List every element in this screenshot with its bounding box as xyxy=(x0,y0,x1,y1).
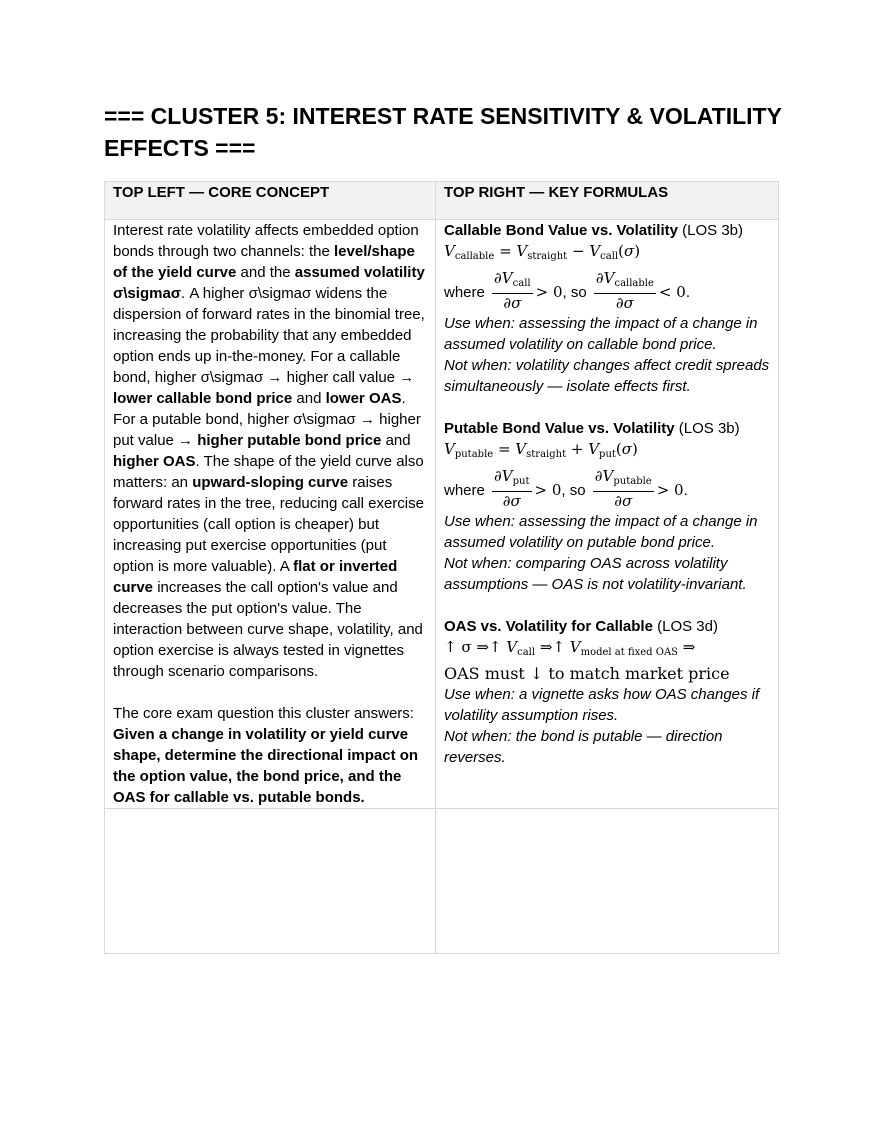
text-run: . For a putable bond, higher σ\sigmaσ → higher put value → xyxy=(113,390,421,449)
header-row xyxy=(105,182,779,220)
bottom-right-cell xyxy=(436,809,779,954)
callable-heading: Callable Bond Value vs. Volatility xyxy=(444,222,678,239)
text-run: Interest rate volatility affects embedded option bonds through two channels: the xyxy=(113,222,419,260)
concept-formula-table xyxy=(104,181,779,954)
text-run: Given a change in volatility or yield curve shape, determine the directional impact on the option value, the bond price, and the OAS for callable vs. putable bonds. xyxy=(113,726,419,806)
callable-derivative-condition: where $\frac{\partial V_{call}}{\partial\sigma}$ > 0, so $\frac{\partial V_{callable}}{\partial\sigma}$ < 0. xyxy=(444,269,690,312)
callable-los: (LOS 3b) xyxy=(677,222,743,239)
putable-use-when: Use when: assessing the impact of a change in assumed volatility on putable bond price. xyxy=(444,513,758,551)
callable-formula-block xyxy=(444,220,770,397)
oas-los: (LOS 3d) xyxy=(652,618,718,635)
putable-not-when: Not when: comparing OAS across volatility assumptions — OAS is not volatility-invariant. xyxy=(444,555,747,593)
putable-value-equation: $V_{putable} = V_{straight} + V_{put}(\sigma)$ xyxy=(444,440,638,460)
header-core-concept: TOP LEFT — CORE CONCEPT xyxy=(105,182,436,220)
text-run: . A higher σ\sigmaσ widens the dispersion of forward rates in the binomial tree, increasing the probability that any embedded option ends up in-the-money. For a callable bond, higher σ\sigmaσ → higher call value → xyxy=(113,285,425,386)
putable-formula-block xyxy=(444,418,770,595)
text-run: and xyxy=(292,390,326,407)
text-run: lower OAS xyxy=(325,390,402,407)
page-title: === CLUSTER 5: INTEREST RATE SENSITIVITY & VOLATILITY EFFECTS === xyxy=(104,103,782,161)
callable-not-when: Not when: volatility changes affect credit spreads simultaneously — isolate effects first. xyxy=(444,357,770,395)
text-run: upward-sloping curve xyxy=(192,474,349,491)
text-run: assumed volatility σ\sigmaσ xyxy=(113,264,425,302)
text-run: level/shape of the yield curve xyxy=(113,243,415,281)
core-concept-paragraph xyxy=(113,220,427,682)
key-formulas-cell xyxy=(436,220,779,809)
oas-not-when: Not when: the bond is putable — direction reverses. xyxy=(444,728,723,766)
oas-formula-block xyxy=(444,616,770,768)
content-row xyxy=(105,220,779,809)
text-run: The core exam question this cluster answers: xyxy=(113,705,414,722)
callable-use-when: Use when: assessing the impact of a change in assumed volatility on callable bond price. xyxy=(444,315,758,353)
text-run: flat or inverted curve xyxy=(113,558,398,596)
putable-derivative-condition: where $\frac{\partial V_{put}}{\partial\sigma}$ > 0, so $\frac{\partial V_{putable}}{\partial\sigma}$ > 0. xyxy=(444,467,688,510)
text-run: and the xyxy=(236,264,295,281)
core-concept-cell xyxy=(105,220,436,809)
oas-heading: OAS vs. Volatility for Callable xyxy=(444,618,653,635)
header-key-formulas: TOP RIGHT — KEY FORMULAS xyxy=(436,182,779,220)
text-run: higher putable bond price xyxy=(197,432,382,449)
text-run: . The shape of the yield curve also matters: an xyxy=(113,453,424,491)
text-run: higher OAS xyxy=(113,453,196,470)
putable-heading: Putable Bond Value vs. Volatility xyxy=(444,420,675,437)
core-exam-question-paragraph xyxy=(113,703,427,808)
text-run: lower callable bond price xyxy=(113,390,293,407)
callable-value-equation: $V_{callable} = V_{straight} - V_{call}(\sigma)$ xyxy=(444,242,641,262)
text-run: and xyxy=(381,432,411,449)
text-run: increases the call option's value and decreases the put option's value. The interaction between curve shape, volatility, and option exercise is always tested in vignettes through scenario comparisons. xyxy=(113,579,423,680)
oas-chain-equation: ↑ σ ⇒↑ $V_{call}$ ⇒↑ $V_{model at fixed OAS}$ ⇒ xyxy=(444,638,696,658)
text-run: raises forward rates in the tree, reducing call exercise opportunities (call option is cheaper) but increasing put exercise opportunities (put option is more valuable). A xyxy=(113,474,424,575)
putable-los: (LOS 3b) xyxy=(674,420,740,437)
bottom-left-cell xyxy=(105,809,436,954)
oas-must-decrease: OAS must ↓ to match market price xyxy=(444,664,730,683)
oas-use-when: Use when: a vignette asks how OAS changes if volatility assumption rises. xyxy=(444,686,760,724)
empty-row xyxy=(105,809,779,954)
